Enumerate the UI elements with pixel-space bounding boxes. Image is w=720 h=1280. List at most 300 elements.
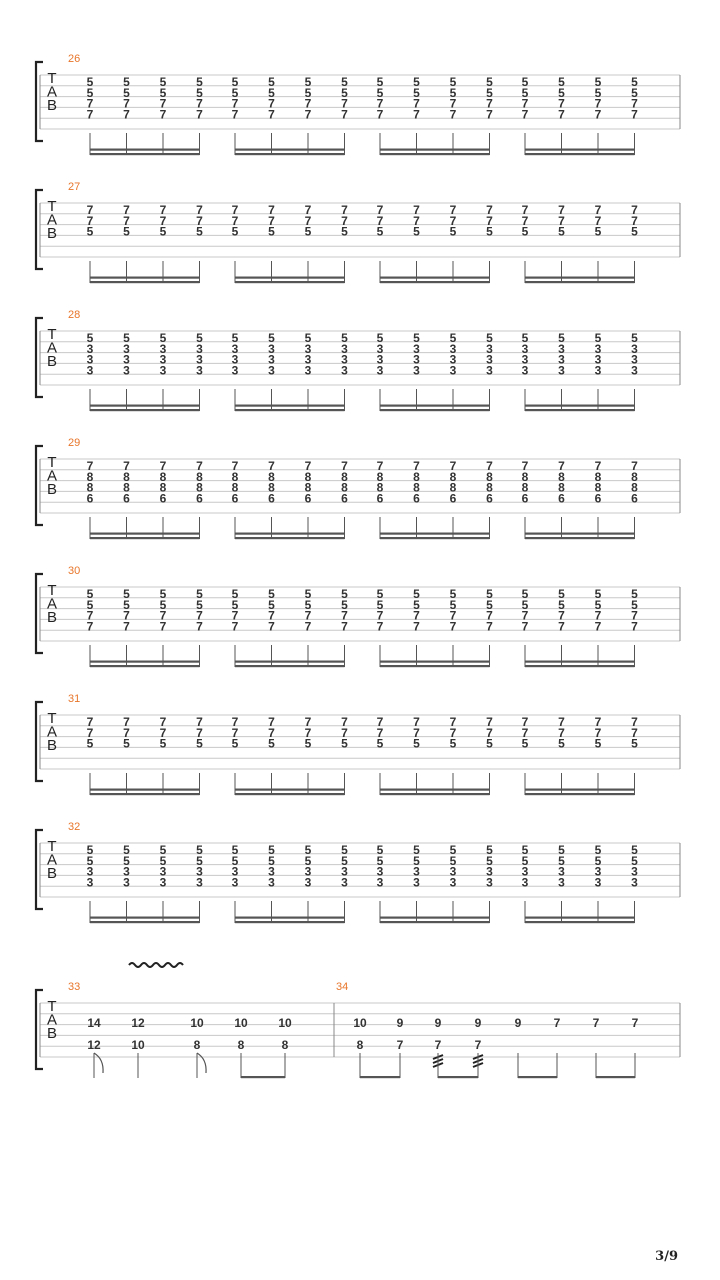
note-flag (94, 1053, 103, 1073)
fret-number: 7 (376, 725, 384, 740)
fret-number: 6 (486, 491, 493, 506)
tab-clef-letter: B (46, 865, 58, 882)
fret-number: 8 (86, 480, 94, 495)
fret-number: 8 (631, 469, 638, 484)
fret-number: 7 (304, 459, 312, 473)
measure-number: 28 (68, 309, 81, 321)
fret-number: 5 (594, 331, 602, 345)
fret-number: 7 (413, 96, 420, 111)
fret-number: 5 (268, 85, 275, 100)
beam-secondary (235, 661, 345, 663)
fret-number: 5 (558, 843, 565, 857)
fret-number: 7 (159, 107, 167, 122)
fret-number: 3 (268, 341, 275, 356)
fret-number: 5 (449, 75, 457, 89)
fret-number: 7 (376, 619, 384, 634)
beam-secondary (90, 661, 200, 663)
fret-number: 8 (594, 469, 602, 484)
fret-number: 7 (558, 725, 565, 740)
page-number: 3/9 (655, 1249, 678, 1264)
fret-number: 5 (304, 75, 312, 89)
fret-number: 7 (231, 459, 239, 473)
fret-number: 8 (237, 1038, 245, 1052)
fret-number: 7 (558, 459, 565, 473)
fret-number: 5 (123, 597, 130, 612)
fret-number: 7 (268, 203, 275, 217)
beam-primary (241, 1076, 285, 1078)
tab-clef-letter: A (46, 595, 58, 613)
tab-system (36, 309, 680, 411)
fret-number: 7 (449, 725, 457, 740)
fret-number: 3 (558, 875, 565, 890)
fret-number: 5 (521, 736, 529, 751)
fret-number: 6 (376, 491, 384, 506)
fret-number: 3 (486, 864, 493, 879)
fret-number: 5 (449, 331, 457, 345)
fret-number: 5 (631, 85, 638, 100)
fret-number: 5 (413, 736, 420, 751)
fret-number: 5 (376, 224, 384, 239)
fret-number: 7 (341, 619, 348, 634)
beam-secondary (380, 533, 490, 535)
fret-number: 5 (196, 736, 203, 751)
tab-clef-letter: T (47, 454, 57, 471)
fret-number: 7 (594, 715, 602, 729)
fret-number: 5 (159, 75, 167, 89)
fret-number: 8 (159, 480, 167, 495)
beam-primary (380, 793, 490, 795)
fret-number: 7 (558, 608, 565, 623)
fret-number: 5 (304, 587, 312, 601)
fret-number: 7 (413, 459, 420, 473)
fret-number: 7 (413, 619, 420, 634)
fret-number: 8 (341, 480, 348, 495)
fret-number: 5 (268, 224, 275, 239)
fret-number: 7 (413, 608, 420, 623)
fret-number: 7 (631, 203, 638, 217)
measure-number: 26 (68, 53, 81, 65)
fret-number: 5 (123, 843, 130, 857)
beam-primary (525, 153, 635, 155)
fret-number: 3 (558, 363, 565, 378)
fret-number: 5 (123, 224, 130, 239)
fret-number: 7 (231, 203, 239, 217)
fret-number: 7 (486, 203, 493, 217)
fret-number: 3 (86, 352, 94, 367)
fret-number: 7 (196, 107, 203, 122)
fret-number: 5 (159, 331, 167, 345)
fret-number: 6 (558, 491, 565, 506)
beam-secondary (380, 789, 490, 791)
fret-number: 3 (268, 363, 275, 378)
fret-number: 3 (159, 363, 167, 378)
fret-number: 12 (131, 1016, 145, 1030)
fret-number: 7 (86, 107, 94, 122)
fret-number: 7 (123, 715, 130, 729)
beam-primary (380, 921, 490, 923)
fret-number: 3 (413, 352, 420, 367)
fret-number: 7 (631, 725, 638, 740)
fret-number: 5 (558, 75, 565, 89)
fret-number: 8 (449, 480, 457, 495)
fret-number: 8 (281, 1038, 289, 1052)
vibrato-mark (129, 963, 183, 967)
beam-primary (525, 793, 635, 795)
beam-primary (380, 409, 490, 411)
fret-number: 7 (413, 715, 420, 729)
fret-number: 5 (231, 597, 239, 612)
fret-number: 3 (86, 341, 94, 356)
fret-number: 5 (231, 331, 239, 345)
fret-number: 3 (196, 352, 203, 367)
fret-number: 3 (631, 864, 638, 879)
fret-number: 3 (159, 341, 167, 356)
fret-number: 8 (196, 480, 203, 495)
tab-clef-letter: T (47, 998, 57, 1015)
fret-number: 5 (631, 843, 638, 857)
fret-number: 7 (231, 107, 239, 122)
fret-number: 5 (86, 597, 94, 612)
beam-primary (235, 537, 345, 539)
fret-number: 7 (231, 96, 239, 111)
tab-clef-letter: A (46, 723, 58, 741)
fret-number: 9 (434, 1016, 442, 1030)
fret-number: 5 (413, 75, 420, 89)
fret-number: 7 (196, 96, 203, 111)
fret-number: 5 (376, 75, 384, 89)
fret-number: 5 (231, 843, 239, 857)
fret-number: 5 (304, 853, 312, 868)
fret-number: 3 (594, 352, 602, 367)
fret-number: 7 (631, 715, 638, 729)
fret-number: 3 (449, 363, 457, 378)
fret-number: 3 (304, 352, 312, 367)
fret-number: 5 (196, 331, 203, 345)
beam-secondary (90, 789, 200, 791)
fret-number: 5 (268, 75, 275, 89)
fret-number: 7 (196, 203, 203, 217)
fret-number: 7 (521, 107, 529, 122)
fret-number: 7 (86, 96, 94, 111)
fret-number: 7 (376, 459, 384, 473)
fret-number: 7 (376, 715, 384, 729)
beam-secondary (525, 533, 635, 535)
measure-number: 31 (68, 693, 81, 705)
fret-number: 3 (159, 864, 167, 879)
fret-number: 3 (521, 864, 529, 879)
fret-number: 6 (231, 491, 239, 506)
fret-number: 8 (193, 1038, 201, 1052)
beam-secondary (380, 917, 490, 919)
fret-number: 7 (86, 725, 94, 740)
fret-number: 10 (278, 1016, 292, 1030)
tab-clef-letter: B (46, 737, 58, 754)
tab-clef-letter: T (47, 838, 57, 855)
fret-number: 7 (594, 459, 602, 473)
tab-clef-letter: T (47, 70, 57, 87)
fret-number: 3 (304, 341, 312, 356)
fret-number: 7 (159, 459, 167, 473)
fret-number: 6 (521, 491, 529, 506)
fret-number: 5 (558, 587, 565, 601)
fret-number: 7 (449, 107, 457, 122)
fret-number: 7 (341, 459, 348, 473)
fret-number: 7 (123, 619, 130, 634)
fret-number: 5 (341, 331, 348, 345)
fret-number: 5 (196, 85, 203, 100)
fret-number: 3 (449, 864, 457, 879)
fret-number: 3 (159, 352, 167, 367)
tab-clef-letter: A (46, 1011, 58, 1029)
fret-number: 5 (86, 85, 94, 100)
fret-number: 7 (231, 715, 239, 729)
beam-primary (525, 921, 635, 923)
beam-primary (360, 1076, 400, 1078)
fret-number: 7 (376, 213, 384, 228)
fret-number: 3 (341, 864, 348, 879)
fret-number: 3 (486, 875, 493, 890)
fret-number: 10 (131, 1038, 145, 1052)
fret-number: 7 (231, 725, 239, 740)
fret-number: 5 (196, 597, 203, 612)
tab-clef-letter: T (47, 582, 57, 599)
tab-clef-letter: B (46, 353, 58, 370)
fret-number: 5 (631, 587, 638, 601)
fret-number: 5 (341, 75, 348, 89)
fret-number: 3 (196, 363, 203, 378)
fret-number: 7 (123, 725, 130, 740)
fret-number: 5 (341, 853, 348, 868)
fret-number: 5 (159, 597, 167, 612)
fret-number: 7 (413, 203, 420, 217)
fret-number: 7 (486, 107, 493, 122)
fret-number: 5 (159, 853, 167, 868)
fret-number: 5 (486, 331, 493, 345)
fret-number: 7 (376, 107, 384, 122)
fret-number: 5 (558, 85, 565, 100)
fret-number: 3 (86, 864, 94, 879)
beam-primary (90, 537, 200, 539)
fret-number: 8 (341, 469, 348, 484)
fret-number: 8 (594, 480, 602, 495)
fret-number: 7 (521, 725, 529, 740)
fret-number: 3 (304, 363, 312, 378)
fret-number: 3 (231, 875, 239, 890)
fret-number: 3 (231, 341, 239, 356)
fret-number: 5 (376, 736, 384, 751)
fret-number: 5 (304, 331, 312, 345)
fret-number: 7 (304, 107, 312, 122)
beam-primary (235, 665, 345, 667)
fret-number: 7 (486, 213, 493, 228)
fret-number: 7 (196, 725, 203, 740)
fret-number: 5 (376, 843, 384, 857)
fret-number: 7 (268, 608, 275, 623)
fret-number: 3 (304, 875, 312, 890)
beam-secondary (380, 405, 490, 407)
fret-number: 5 (123, 736, 130, 751)
fret-number: 7 (268, 715, 275, 729)
fret-number: 5 (486, 597, 493, 612)
fret-number: 5 (196, 224, 203, 239)
fret-number: 5 (486, 853, 493, 868)
fret-number: 7 (341, 213, 348, 228)
beam-primary (90, 153, 200, 155)
fret-number: 5 (486, 224, 493, 239)
fret-number: 7 (268, 725, 275, 740)
fret-number: 8 (449, 469, 457, 484)
fret-number: 5 (521, 224, 529, 239)
fret-number: 5 (449, 587, 457, 601)
tab-clef-letter: T (47, 326, 57, 343)
fret-number: 5 (413, 853, 420, 868)
fret-number: 5 (594, 75, 602, 89)
fret-number: 7 (86, 459, 94, 473)
fret-number: 3 (413, 875, 420, 890)
beam-primary (438, 1076, 478, 1078)
fret-number: 8 (558, 480, 565, 495)
fret-number: 5 (341, 224, 348, 239)
fret-number: 5 (304, 736, 312, 751)
fret-number: 7 (413, 213, 420, 228)
beam-secondary (525, 405, 635, 407)
beam-secondary (235, 917, 345, 919)
beam-primary (90, 921, 200, 923)
fret-number: 5 (558, 597, 565, 612)
tab-clef-letter: B (46, 225, 58, 242)
beam-primary (525, 665, 635, 667)
fret-number: 5 (304, 85, 312, 100)
beam-secondary (525, 149, 635, 151)
beam-secondary (235, 149, 345, 151)
fret-number: 7 (521, 96, 529, 111)
fret-number: 5 (631, 331, 638, 345)
fret-number: 7 (196, 459, 203, 473)
fret-number: 7 (196, 608, 203, 623)
fret-number: 7 (304, 213, 312, 228)
beam-secondary (380, 661, 490, 663)
fret-number: 5 (123, 853, 130, 868)
fret-number: 10 (190, 1016, 204, 1030)
fret-number: 5 (413, 85, 420, 100)
fret-number: 5 (521, 843, 529, 857)
fret-number: 5 (594, 853, 602, 868)
tab-clef-letter: A (46, 467, 58, 485)
fret-number: 5 (376, 597, 384, 612)
beam-primary (380, 537, 490, 539)
fret-number: 5 (413, 597, 420, 612)
fret-number: 3 (196, 875, 203, 890)
fret-number: 3 (123, 352, 130, 367)
beam-secondary (525, 277, 635, 279)
beam-primary (518, 1076, 557, 1078)
fret-number: 5 (268, 587, 275, 601)
beam-primary (90, 409, 200, 411)
beam-primary (90, 793, 200, 795)
fret-number: 7 (396, 1038, 404, 1052)
fret-number: 5 (268, 853, 275, 868)
beam-secondary (235, 789, 345, 791)
fret-number: 7 (521, 715, 529, 729)
fret-number: 5 (86, 75, 94, 89)
fret-number: 6 (268, 491, 275, 506)
fret-number: 7 (474, 1038, 482, 1052)
fret-number: 5 (449, 736, 457, 751)
fret-number: 5 (123, 587, 130, 601)
fret-number: 5 (231, 224, 239, 239)
tab-system (36, 437, 680, 539)
fret-number: 5 (268, 843, 275, 857)
fret-number: 8 (231, 469, 239, 484)
measure-number: 33 (68, 981, 81, 993)
fret-number: 5 (123, 85, 130, 100)
fret-number: 5 (413, 224, 420, 239)
fret-number: 5 (231, 853, 239, 868)
tab-clef-letter: B (46, 97, 58, 114)
fret-number: 7 (341, 107, 348, 122)
fret-number: 3 (86, 875, 94, 890)
fret-number: 6 (86, 491, 94, 506)
fret-number: 5 (558, 331, 565, 345)
fret-number: 3 (594, 864, 602, 879)
fret-number: 10 (234, 1016, 248, 1030)
fret-number: 5 (86, 587, 94, 601)
fret-number: 14 (87, 1016, 101, 1030)
fret-number: 5 (268, 597, 275, 612)
tab-clef-letter: A (46, 211, 58, 229)
beam-primary (525, 281, 635, 283)
fret-number: 3 (231, 352, 239, 367)
fret-number: 7 (86, 608, 94, 623)
fret-number: 5 (558, 853, 565, 868)
fret-number: 5 (341, 597, 348, 612)
fret-number: 7 (268, 619, 275, 634)
fret-number: 5 (123, 75, 130, 89)
fret-number: 8 (521, 480, 529, 495)
fret-number: 7 (592, 1016, 600, 1030)
fret-number: 5 (376, 853, 384, 868)
fret-number: 7 (341, 608, 348, 623)
beam-secondary (90, 405, 200, 407)
fret-number: 8 (123, 469, 130, 484)
fret-number: 7 (486, 608, 493, 623)
fret-number: 3 (159, 875, 167, 890)
fret-number: 3 (376, 352, 384, 367)
fret-number: 7 (159, 608, 167, 623)
fret-number: 7 (341, 715, 348, 729)
fret-number: 8 (123, 480, 130, 495)
fret-number: 8 (159, 469, 167, 484)
fret-number: 7 (196, 213, 203, 228)
fret-number: 8 (376, 480, 384, 495)
beam-secondary (525, 789, 635, 791)
fret-number: 5 (86, 736, 94, 751)
fret-number: 7 (341, 725, 348, 740)
fret-number: 7 (521, 619, 529, 634)
beam-primary (525, 537, 635, 539)
fret-number: 5 (86, 224, 94, 239)
fret-number: 3 (231, 363, 239, 378)
fret-number: 7 (86, 203, 94, 217)
fret-number: 7 (631, 213, 638, 228)
fret-number: 7 (594, 619, 602, 634)
fret-number: 8 (86, 469, 94, 484)
fret-number: 7 (449, 459, 457, 473)
fret-number: 3 (123, 341, 130, 356)
fret-number: 7 (304, 619, 312, 634)
fret-number: 7 (594, 608, 602, 623)
fret-number: 8 (521, 469, 529, 484)
